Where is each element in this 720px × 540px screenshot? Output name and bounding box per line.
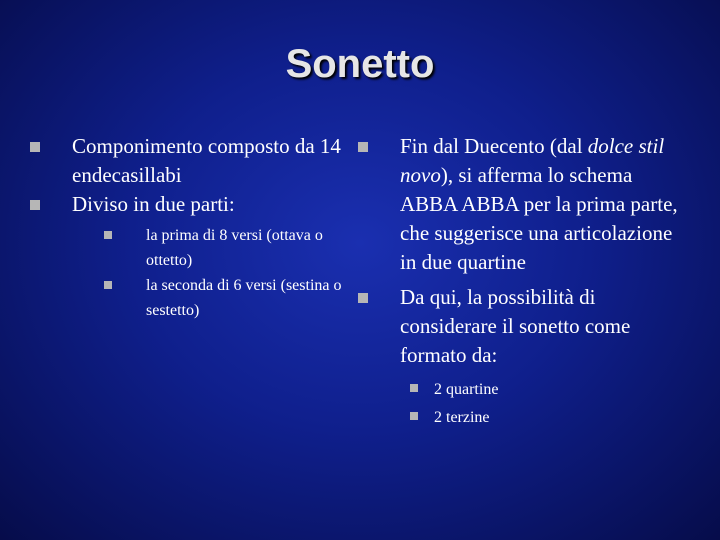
square-bullet-icon [358,142,368,152]
bullet-text: Componimento composto da 14 endecasillabi [72,134,341,187]
sub-bullet-text: 2 quartine [434,381,499,398]
bullet-text [400,134,678,274]
left-bullet-list [30,132,360,323]
list-item [358,283,688,432]
sub-bullet-list [72,223,360,323]
square-bullet-icon [410,412,418,420]
sub-list-item [410,376,688,404]
list-item [30,132,360,190]
square-bullet-icon [30,200,40,210]
italic-phrase: dolce stil novo [400,134,665,187]
bullet-text-start: Fin dal Duecento (dal [400,134,588,158]
sub-bullet-text: la prima di 8 versi (ottava o ottetto) [146,227,323,269]
sub-bullet-text: 2 terzine [434,409,490,426]
square-bullet-icon [358,293,368,303]
bullet-text: Da qui, la possibilità di considerare il sonetto come formato da: [400,285,631,367]
right-bullet-list [358,132,688,432]
right-column [358,132,688,432]
square-bullet-icon [410,384,418,392]
sub-bullet-list [400,376,688,432]
left-column [30,132,360,323]
slide-title: Sonetto [285,42,435,86]
bullet-text: Diviso in due parti: [72,192,235,216]
bullet-text-end: ), si afferma lo schema ABBA ABBA per la prima parte, che suggerisce una articolazione in due quartine [400,163,678,274]
square-bullet-icon [104,281,112,289]
sub-bullet-text: la seconda di 6 versi (sestina o sestetto) [146,277,342,319]
list-item [358,132,688,277]
sub-list-item [410,404,688,432]
list-item [30,190,360,323]
square-bullet-icon [104,231,112,239]
square-bullet-icon [30,142,40,152]
sub-list-item [104,223,360,273]
sub-list-item [104,273,360,323]
